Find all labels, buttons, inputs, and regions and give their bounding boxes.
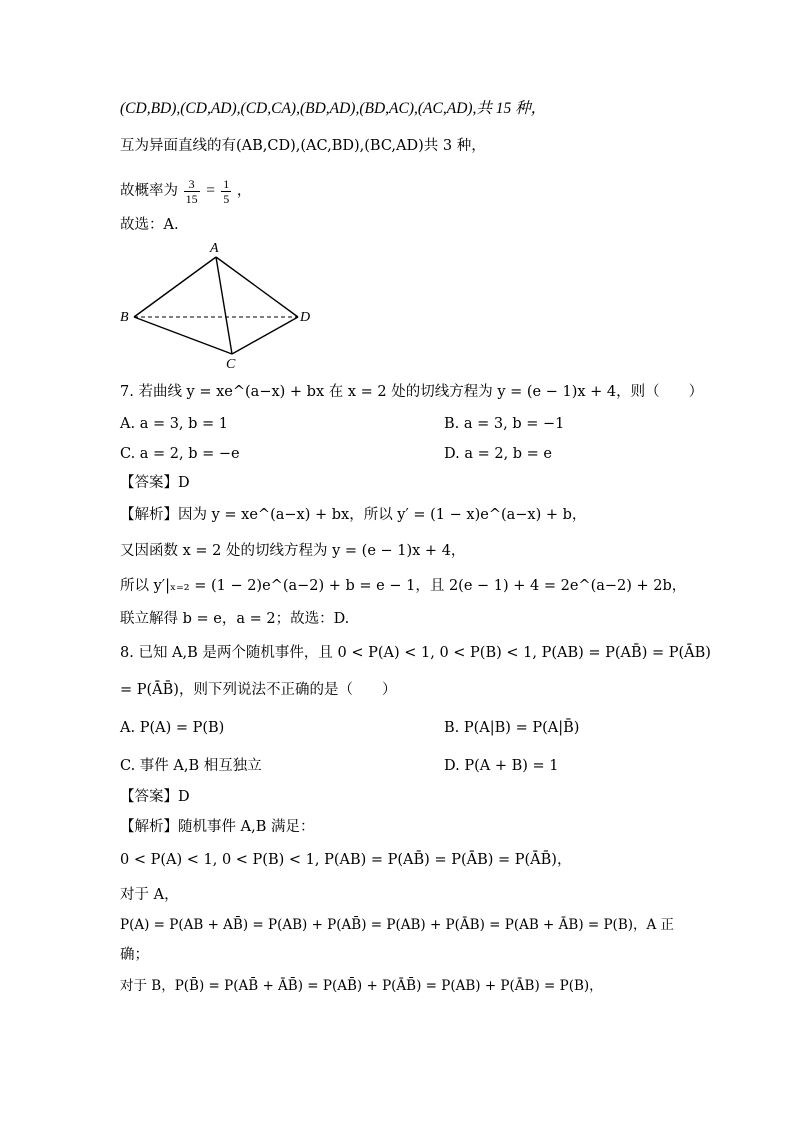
text-line-pairs-list: (CD,BD),(CD,AD),(CD,CA),(BD,AD),(BD,AC),(AC,AD),共 15 种， (120, 100, 547, 117)
q8-analysis-5: 确； (120, 947, 149, 963)
q7-option-d: D. a = 2, b = e (444, 446, 553, 462)
vertex-label-b: B (120, 310, 129, 325)
vertex-label-a: A (210, 241, 219, 256)
edge-bc (134, 317, 232, 354)
q8-option-a: A. P(A) = P(B) (120, 720, 225, 736)
q7-analysis-2: 又因函数 x = 2 处的切线方程为 y = (e − 1)x + 4， (120, 543, 466, 559)
q8-analysis-3: 对于 A， (120, 887, 179, 903)
q7-analysis-3: 所以 y′|ₓ₌₂ = (1 − 2)e^(a−2) + b = e − 1，且 2(e − 1) + 4 = 2e^(a−2) + 2b， (120, 578, 687, 594)
fraction-1-5: $\frac{1}{5}$ (223, 176, 230, 206)
question-8-stem-2: = P(ĀB̄)，则下列说法不正确的是（ ） (120, 682, 397, 698)
text-line-skew-pairs: 互为异面直线的有(AB,CD),(AC,BD),(BC,AD)共 3 种， (120, 138, 486, 154)
question-7-stem: 7. 若曲线 y = xe^(a−x) + bx 在 x = 2 处的切线方程为 y = (e − 1)x + 4，则（ ） (120, 384, 704, 400)
q8-answer: 【答案】D (120, 789, 190, 805)
tetrahedron-figure (118, 240, 318, 375)
q8-option-b: B. P(A|B) = P(A|B̄) (444, 720, 580, 736)
edge-ab (134, 257, 216, 317)
text-line-probability: 故概率为 $\frac{3}{15}$ = $\frac{1}{5}$ ， (120, 176, 252, 206)
probability-label: 故概率为 (120, 183, 178, 199)
q8-option-d: D. P(A + B) = 1 (444, 758, 559, 774)
vertex-label-c: C (226, 357, 236, 372)
q8-analysis-2: 0 < P(A) < 1, 0 < P(B) < 1, P(AB) = P(AB̄) = P(ĀB) = P(ĀB̄)， (120, 852, 572, 868)
text-line-choose-a: 故选：A. (120, 217, 179, 233)
q7-analysis-4: 联立解得 b = e，a = 2；故选：D. (120, 611, 350, 627)
q8-option-c: C. 事件 A,B 相互独立 (120, 758, 262, 774)
edge-ac (216, 257, 232, 354)
question-8-stem-1: 8. 已知 A,B 是两个随机事件，且 0 < P(A) < 1, 0 < P(B) < 1, P(AB) = P(AB̄) = P(ĀB) (120, 645, 711, 661)
q8-analysis-6: 对于 B，P(B̄) = P(AB̄ + ĀB̄) = P(AB̄) + P(ĀB̄) = P(AB) + P(ĀB) = P(B)， (120, 978, 603, 994)
q7-option-c: C. a = 2, b = −e (120, 446, 240, 462)
q7-option-b: B. a = 3, b = −1 (444, 416, 565, 432)
edge-cd (232, 317, 298, 354)
vertex-label-d: D (300, 310, 311, 325)
q7-answer: 【答案】D (120, 475, 190, 491)
q7-option-a: A. a = 3, b = 1 (120, 416, 229, 432)
edge-ad (216, 257, 298, 317)
q8-analysis-1: 【解析】随机事件 A,B 满足： (120, 819, 315, 835)
q7-analysis-1: 【解析】因为 y = xe^(a−x) + bx，所以 y′ = (1 − x)e^(a−x) + b， (120, 507, 587, 523)
fraction-3-15: $\frac{3}{15}$ (185, 176, 198, 206)
q8-analysis-4: P(A) = P(AB + AB̄) = P(AB) + P(AB̄) = P(AB) + P(ĀB) = P(AB + ĀB) = P(B)，A 正 (120, 917, 675, 933)
